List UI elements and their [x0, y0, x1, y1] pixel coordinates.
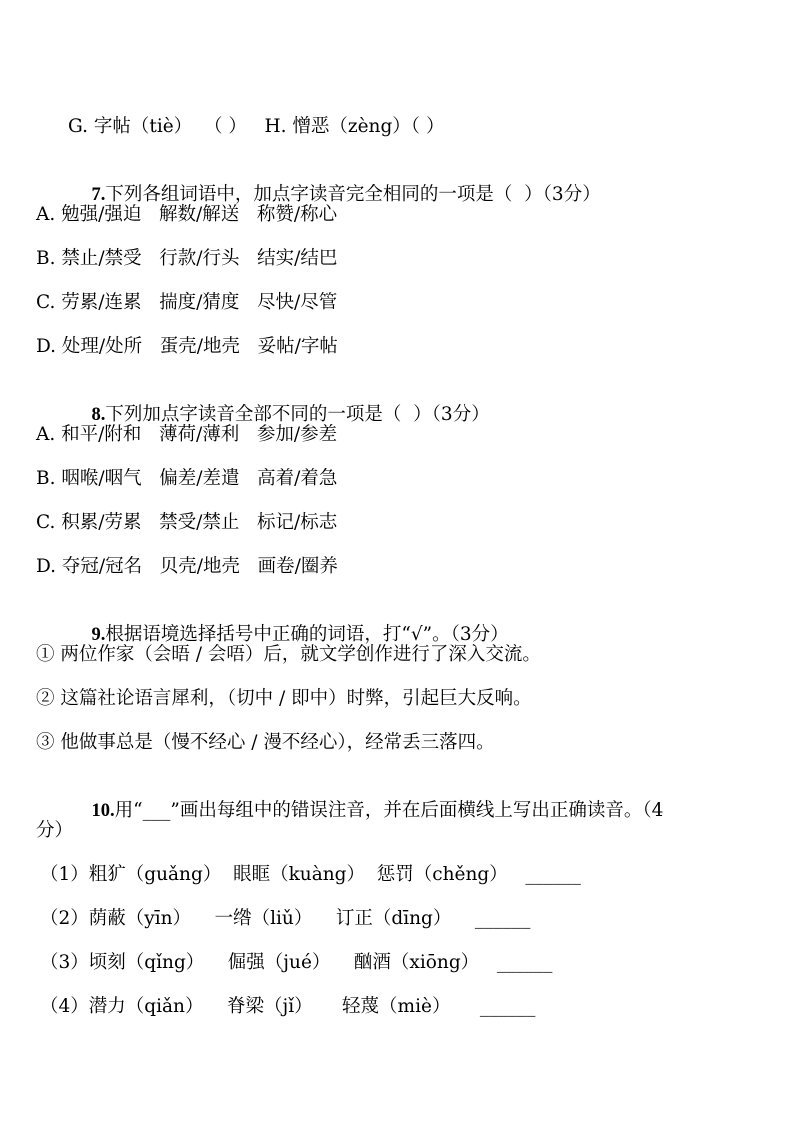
q9-item-2: ② 这篇社论语言犀利，（切中 / 即中）时弊，引起巨大反响。: [36, 688, 532, 709]
question-7-text: 下列各组词语中，加点字读音完全相同的一项是（ ）（3分）: [105, 184, 601, 205]
q8-option-c: C. 积累/劳累 禁受/禁止 标记/标志: [36, 512, 338, 533]
question-7-number: 7.: [91, 185, 106, 205]
q10-item-2: （2）荫蔽（yīn） 一绺（liǔ） 订正（dīng） ______: [40, 908, 531, 929]
question-10-title: [68, 775, 663, 847]
question-8-number: 8.: [91, 405, 106, 425]
q7-option-d: D. 处理/处所 蛋壳/地壳 妥帖/字帖: [36, 336, 338, 357]
question-10-text: 用“___”画出每组中的错误注音，并在后面横线上写出正确读音。（4: [114, 800, 664, 821]
q7-option-c: C. 劳累/连累 揣度/猜度 尽快/尽管: [36, 292, 338, 313]
question-9-number: 9.: [91, 625, 106, 645]
q8-option-a: A. 和平/附和 薄荷/薄利 参加/参差: [36, 424, 338, 445]
option-line-gh: G. 字帖（tiè） （ ） H. 憎恶（zèng）（ ）: [68, 116, 445, 137]
q10-item-3: （3）顷刻（qǐng） 倔强（jué） 酗酒（xiōng） ______: [40, 952, 553, 973]
question-8-text: 下列加点字读音全部不同的一项是（ ）（3分）: [105, 404, 490, 425]
q10-item-1: （1）粗犷（guǎng） 眼眶（kuàng） 惩罚（chěng） ______: [40, 864, 581, 885]
q9-item-1: ① 两位作家（会晤 / 会唔）后，就文学创作进行了深入交流。: [36, 644, 541, 665]
q10-item-4: （4）潜力（qiǎn） 脊梁（jǐ） 轻蔑（miè） ______: [40, 996, 536, 1017]
q8-option-d: D. 夺冠/冠名 贝壳/地壳 画卷/圈养: [36, 556, 338, 577]
q9-item-3: ③ 他做事总是（慢不经心 / 漫不经心），经常丢三落四。: [36, 732, 495, 753]
question-10-number: 10.: [91, 801, 115, 821]
q7-option-a: A. 勉强/强迫 解数/解送 称赞/称心: [36, 204, 338, 225]
q8-option-b: B. 咽喉/咽气 偏差/差遣 高着/着急: [36, 468, 338, 489]
question-10-title-cont: 分）: [36, 820, 74, 841]
q7-option-b: B. 禁止/禁受 行款/行头 结实/结巴: [36, 248, 338, 269]
question-9-text: 根据语境选择括号中正确的词语，打“√”。（3分）: [105, 624, 509, 645]
